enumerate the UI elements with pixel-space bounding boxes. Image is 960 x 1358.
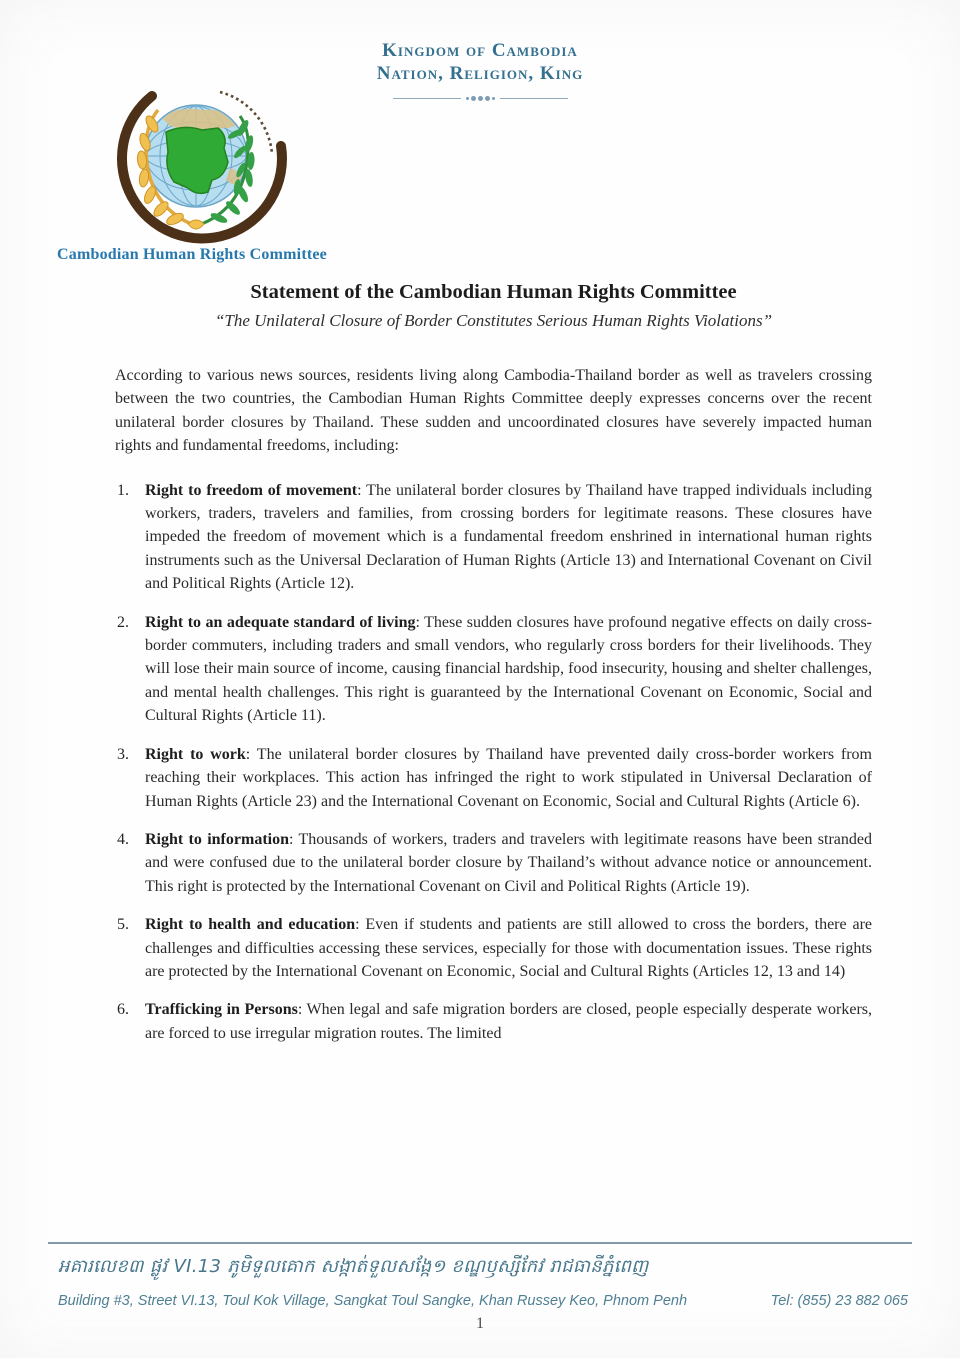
item-text (145, 998, 872, 1045)
footer-divider (48, 1242, 912, 1244)
list-item (115, 998, 872, 1045)
footer-telephone: Tel: (855) 23 882 065 (770, 1293, 908, 1309)
item-description: : The unilateral border closures by Thailand have prevented daily cross-border workers from reaching their workplaces. This action has infringed the right to work stipulated in Universal Declaration of Human Rights (Article 23) and the International Covenant on Economic, Social and Cultural Rights (Article 6). (145, 745, 873, 810)
page-subtitle: “The Unilateral Closure of Border Constitutes Serious Human Rights Violations” (214, 311, 773, 330)
list-item (115, 828, 872, 898)
item-text (145, 743, 872, 813)
kingdom-title: Kingdom of Cambodia (382, 40, 578, 61)
item-number: 6. (117, 1001, 129, 1019)
rights-list (115, 479, 872, 1046)
item-title: Right to freedom of movement (145, 481, 358, 499)
ribbon-knot (188, 220, 204, 229)
footer-address-english: Building #3, Street VI.13, Toul Kok Village, Sangkat Toul Sangke, Khan Russey Keo, Phnom Penh (58, 1293, 688, 1309)
footer-address-khmer: អគារលេខ៣ ផ្លូវ VI.13 ភូមិទួលគោក សង្កាត់ទួលសង្កែ១ ខណ្ឌឫស្សីកែវ រាជធានីភ្នំពេញ (58, 1256, 649, 1277)
item-title: Right to an adequate standard of living (145, 613, 416, 631)
item-number: 4. (117, 830, 129, 848)
divider-dots (466, 96, 495, 101)
item-description: : These sudden closures have profound negative effects on daily cross-border commuters, including traders and small vendors, who regularly cross borders for their livelihoods. They will lose their main source of income, causing financial hardship, food insecurity, housing and shelter challenges, and mental health challenges. This right is guaranteed by the International Covenant on Economic, Social and Cultural Rights (Article 11). (145, 613, 873, 725)
item-text (145, 828, 872, 898)
item-text (145, 479, 872, 596)
item-title: Right to information (145, 830, 289, 848)
divider-line-right (500, 98, 568, 99)
item-text (145, 611, 872, 728)
document-body (115, 281, 872, 1060)
item-title: Trafficking in Persons (145, 1001, 298, 1019)
page-number: 1 (476, 1315, 484, 1332)
list-item (115, 611, 872, 728)
emblem-graphic (100, 84, 292, 244)
list-item (115, 913, 872, 983)
national-motto: Nation, Religion, King (376, 63, 584, 84)
item-title: Right to health and education (145, 916, 356, 934)
item-description: : Even if students and patients are still allowed to cross the borders, there are challenges and difficulties accessing these services, especially for those with documentation issues. These rights are protected by the International Covenant on Economic, Social and Cultural Rights (Articles 12, 13 and 14) (145, 916, 872, 980)
item-number: 5. (117, 916, 129, 934)
item-text (145, 913, 872, 983)
divider-line-left (393, 98, 461, 99)
item-description: : When legal and safe migration borders are closed, people especially desperate workers, are forced to use irregular migration routes. The limited (145, 1001, 873, 1042)
item-number: 1. (117, 481, 129, 499)
item-description: : Thousands of workers, traders and travelers with legitimate reasons have been stranded and were confused due to the unilateral border closure by Thailand’s without advance notice or announcement. This right is protected by the International Covenant on Civil and Political Rights (Article 19). (145, 830, 872, 895)
page-title: Statement of the Cambodian Human Rights Committee (250, 281, 737, 303)
intro-paragraph: According to various news sources, residents living along Cambodia-Thailand border as well as travelers crossing between the two countries, the Cambodian Human Rights Committee deeply expresses concerns over the recent unilateral border closures by Thailand. These sudden and uncoordinated closures have severely impacted human rights and fundamental freedoms, including: (115, 367, 872, 455)
item-description: : The unilateral border closures by Thailand have trapped individuals including workers, traders, travelers and families, from crossing borders for legitimate reasons. These closures have impeded the freedom of movement which is a fundamental freedom enshrined in international human rights instruments such as the Universal Declaration of Human Rights (Article 13) and International Covenant on Civil and Political Rights (Article 12). (145, 481, 873, 593)
list-item (115, 479, 872, 596)
item-number: 2. (117, 613, 129, 631)
logo-caption: Cambodian Human Rights Committee (57, 246, 327, 263)
item-number: 3. (117, 745, 129, 763)
item-title: Right to work (145, 745, 246, 763)
committee-emblem-logo (100, 84, 292, 244)
footer-address-row (58, 1293, 908, 1309)
list-item (115, 743, 872, 813)
